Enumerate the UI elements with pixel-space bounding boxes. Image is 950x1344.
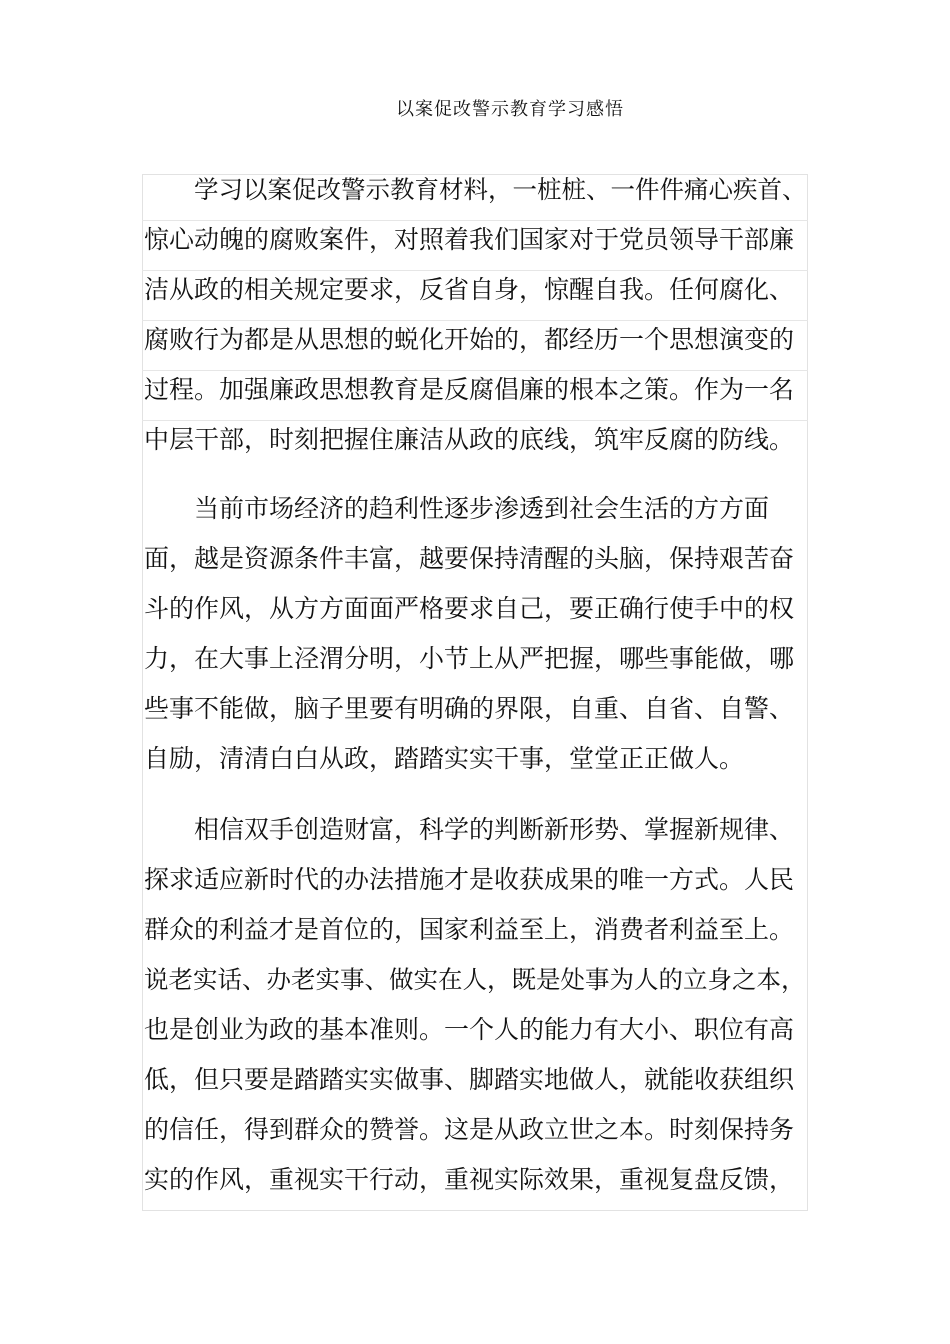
paragraph-2-line-6: 自励，清清白白从政，踏踏实实干事，堂堂正正做人。 — [144, 744, 745, 773]
paragraph-1-line-3: 洁从政的相关规定要求，反省自身，惊醒自我。任何腐化、 — [144, 275, 795, 304]
paragraph-3-line-5: 也是创业为政的基本准则。一个人的能力有大小、职位有高 — [144, 1015, 795, 1044]
paragraph-1-line-1: 学习以案促改警示教育材料，一桩桩、一件件痛心疾首、 — [194, 175, 807, 204]
paragraph-3-line-4: 说老实话、办老实事、做实在人，既是处事为人的立身之本， — [144, 965, 806, 994]
paragraph-3-line-8: 实的作风，重视实干行动，重视实际效果，重视复盘反馈， — [144, 1165, 795, 1194]
paragraph-2-line-5: 些事不能做，脑子里要有明确的界限，自重、自省、自警、 — [144, 694, 795, 723]
paragraph-3-line-7: 的信任，得到群众的赞誉。这是从政立世之本。时刻保持务 — [144, 1115, 795, 1144]
paragraph-3-line-1: 相信双手创造财富，科学的判断新形势、掌握新规律、 — [194, 815, 795, 844]
paragraph-3-line-6: 低，但只要是踏踏实实做事、脚踏实地做人，就能收获组织 — [144, 1065, 795, 1094]
paragraph-1-line-6: 中层干部，时刻把握住廉洁从政的底线，筑牢反腐的防线。 — [144, 425, 795, 454]
document-title: 以案促改警示教育学习感悟 — [396, 99, 624, 120]
paragraph-1-line-2: 惊心动魄的腐败案件，对照着我们国家对于党员领导干部廉 — [144, 225, 795, 254]
paragraph-3-line-3: 群众的利益才是首位的，国家利益至上，消费者利益至上。 — [144, 915, 795, 944]
paragraph-3-line-2: 探求适应新时代的办法措施才是收获成果的唯一方式。人民 — [144, 865, 795, 894]
paragraph-2-line-2: 面，越是资源条件丰富，越要保持清醒的头脑，保持艰苦奋 — [144, 544, 795, 573]
paragraph-2-line-4: 力，在大事上泾渭分明，小节上从严把握，哪些事能做，哪 — [144, 644, 795, 673]
paragraph-2-line-3: 斗的作风，从方方面面严格要求自己，要正确行使手中的权 — [144, 594, 795, 623]
paragraph-2-line-1: 当前市场经济的趋利性逐步渗透到社会生活的方方面 — [194, 494, 770, 523]
paragraph-1-line-4: 腐败行为都是从思想的蜕化开始的，都经历一个思想演变的 — [144, 325, 795, 354]
paragraph-1-line-5: 过程。加强廉政思想教育是反腐倡廉的根本之策。作为一名 — [144, 375, 795, 404]
